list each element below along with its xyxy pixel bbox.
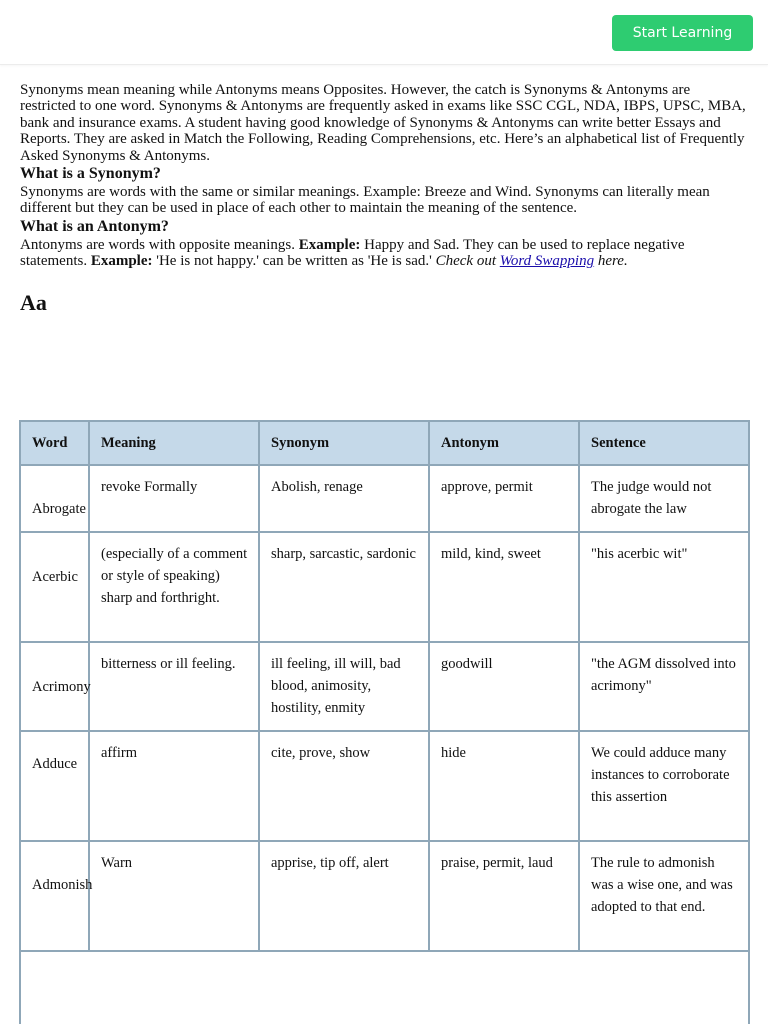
antonym-heading: What is an Antonym? — [20, 217, 169, 235]
word-text: Acerbic — [32, 569, 78, 585]
synonym-heading: What is a Synonym? — [20, 165, 161, 183]
table-header-row — [20, 421, 749, 465]
check-out-text — [436, 253, 628, 269]
cell-antonym: praise, permit, laud — [429, 841, 579, 951]
cell-meaning: Warn — [89, 841, 259, 951]
check-out-suffix: here. — [594, 253, 628, 270]
table-row — [20, 731, 749, 841]
cell-antonym: goodwill — [429, 642, 579, 731]
cell-word — [20, 731, 89, 841]
check-out-prefix: Check out — [435, 253, 500, 270]
word-text: Admonish — [32, 877, 93, 893]
cell-word — [20, 841, 93, 951]
antonym-text-3: 'He is not happy.' can be written as 'He is sad.' — [152, 253, 436, 270]
word-swapping-link[interactable]: Word Swapping — [499, 253, 595, 270]
cell-antonym: approve, permit — [429, 465, 579, 532]
start-learning-button[interactable]: Start Learning — [612, 15, 753, 51]
cell-word — [20, 465, 89, 532]
cell-sentence: "the AGM dissolved into acrimony" — [579, 642, 749, 731]
top-bar — [0, 0, 768, 65]
cell-meaning: bitterness or ill feeling. — [89, 642, 259, 731]
cell-synonym: Abolish, renage — [259, 465, 429, 532]
cell-meaning: (especially of a comment or style of speaking) sharp and forthright. — [89, 532, 259, 642]
empty-cell — [20, 951, 749, 1024]
word-text: Acrimony — [32, 678, 91, 695]
cell-synonym: sharp, sarcastic, sardonic — [259, 532, 429, 642]
table-row-empty — [20, 951, 749, 1024]
cell-antonym: hide — [429, 731, 579, 841]
antonym-text-1: Antonyms are words with opposite meanings. — [20, 236, 299, 253]
example-label-1: Example: — [298, 236, 361, 253]
cell-word — [20, 532, 89, 642]
cell-sentence: The rule to admonish was a wise one, and was adopted to that end. — [579, 841, 749, 951]
cell-sentence: "his acerbic wit" — [579, 532, 749, 642]
cell-synonym: apprise, tip off, alert — [259, 841, 429, 951]
synonym-paragraph: Synonyms are words with the same or similar meanings. Example: Breeze and Wind. Synonyms can literally mean different but they can be used in place of each other to maintain the meaning of the sentence. — [20, 184, 710, 217]
cell-synonym: ill feeling, ill will, bad blood, animosity, hostility, enmity — [259, 642, 429, 731]
word-text: Adduce — [32, 756, 78, 772]
cell-meaning: revoke Formally — [89, 465, 259, 532]
table-row — [20, 465, 749, 532]
antonym-text-2: Happy and Sad. They can be used to replace negative statements. — [20, 236, 685, 270]
cell-sentence: The judge would not abrogate the law — [579, 465, 749, 532]
header-antonym: Antonym — [429, 421, 579, 465]
cell-meaning: affirm — [89, 731, 259, 841]
synonym-antonym-table — [19, 420, 750, 1024]
header-synonym: Synonym — [259, 421, 429, 465]
cell-word — [20, 642, 89, 731]
cell-synonym: cite, prove, show — [259, 731, 429, 841]
table-row — [20, 642, 749, 731]
table-row — [20, 841, 749, 951]
antonym-paragraph — [20, 237, 748, 270]
cell-sentence: We could adduce many instances to corroborate this assertion — [579, 731, 749, 841]
intro-paragraph: Synonyms mean meaning while Antonyms means Opposites. However, the catch is Synonyms & Antonyms are restricted to one word. Synonyms & Antonyms are frequently asked in exams like SSC CGL, NDA, IBPS, UPSC, MBA, bank and insurance exams. A student having good knowledge of Synonyms & Antonyms can write better Essays and Reports. They are asked in Match the Following, Reading Comprehensions, etc. Here’s an alphabetical list of Frequently Asked Synonyms & Antonyms. — [20, 82, 746, 164]
header-meaning: Meaning — [89, 421, 259, 465]
article-content — [20, 64, 748, 317]
letter-heading: Aa — [20, 289, 47, 315]
header-sentence: Sentence — [579, 421, 749, 465]
header-word: Word — [20, 421, 89, 465]
cell-antonym: mild, kind, sweet — [429, 532, 579, 642]
table-row — [20, 532, 749, 642]
word-text: Abrogate — [32, 500, 86, 517]
example-label-2: Example: — [90, 253, 153, 270]
